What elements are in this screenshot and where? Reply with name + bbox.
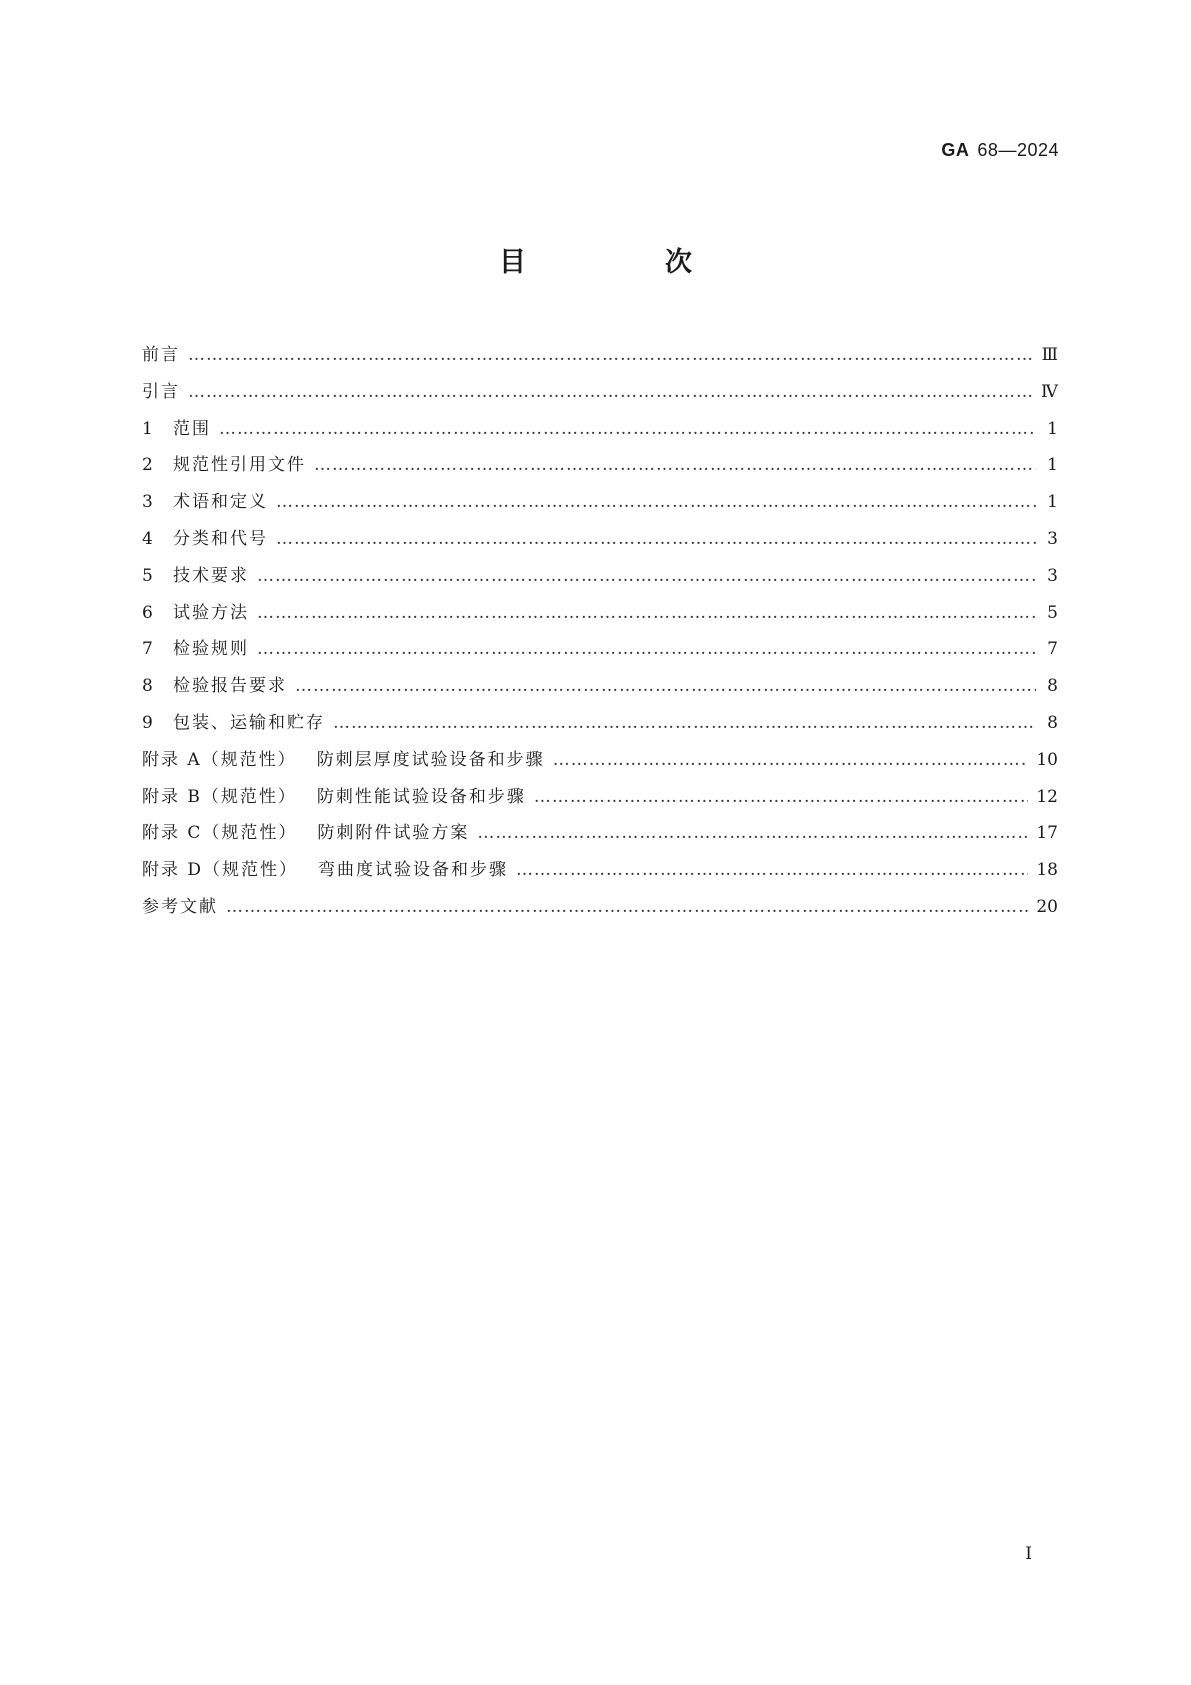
toc-dot-leader (276, 492, 1036, 512)
toc-entry-section-8[interactable] (142, 671, 1058, 708)
toc-entry-page: 1 (1047, 455, 1058, 476)
toc-dot-leader (534, 787, 1028, 807)
annex-title: 防刺性能试验设备和步骤 (316, 786, 526, 807)
toc-entry-label (142, 782, 526, 807)
toc-entry-page: 10 (1036, 749, 1058, 770)
toc-entry-label: 规范性引用文件 (173, 455, 306, 476)
toc-entry-page: 20 (1036, 896, 1058, 917)
toc-entry-page: Ⅲ (1041, 345, 1058, 365)
toc-dot-leader (226, 897, 1028, 917)
table-of-contents (142, 340, 1058, 929)
toc-entry-number: 3 (142, 492, 155, 513)
toc-entry-label: 包装、运输和贮存 (173, 712, 325, 733)
toc-entry-number: 1 (142, 418, 155, 439)
toc-dot-leader (219, 419, 1036, 439)
toc-entry-section-6[interactable] (142, 598, 1058, 635)
toc-entry-section-9[interactable] (142, 708, 1058, 745)
annex-heading: 附录 B（规范性） (142, 786, 297, 807)
toc-dot-leader (295, 676, 1036, 696)
toc-entry-page: 1 (1047, 418, 1058, 439)
toc-entry-page: 17 (1036, 823, 1058, 844)
toc-entry-page: 1 (1047, 492, 1058, 513)
toc-entry-annex-d[interactable] (142, 855, 1058, 892)
toc-dot-leader (257, 566, 1036, 586)
toc-entry-page: 8 (1047, 676, 1058, 697)
document-code-number: 68—2024 (977, 140, 1059, 160)
toc-entry-section-5[interactable] (142, 561, 1058, 598)
toc-entry-label: 术语和定义 (173, 492, 268, 513)
toc-entry-section-4[interactable] (142, 524, 1058, 561)
toc-entry-label: 检验报告要求 (173, 676, 287, 697)
toc-dot-leader (188, 382, 1033, 402)
toc-entry-label: 引言 (142, 381, 180, 402)
toc-entry-label: 检验规则 (173, 639, 249, 660)
toc-entry-label (142, 855, 508, 880)
toc-entry-label: 范围 (173, 418, 211, 439)
toc-entry-page: Ⅳ (1041, 381, 1058, 402)
toc-entry-foreword[interactable] (142, 340, 1058, 377)
toc-entry-label: 参考文献 (142, 896, 218, 917)
toc-dot-leader (516, 860, 1028, 880)
toc-dot-leader (477, 823, 1028, 843)
toc-entry-section-7[interactable] (142, 634, 1058, 671)
toc-entry-introduction[interactable] (142, 377, 1058, 414)
annex-heading: 附录 A（规范性） (142, 749, 297, 770)
toc-dot-leader (257, 639, 1036, 659)
toc-entry-number: 5 (142, 565, 155, 586)
toc-dot-leader (553, 750, 1029, 770)
toc-entry-label: 前言 (142, 345, 180, 365)
toc-entry-page: 18 (1036, 860, 1058, 881)
toc-entry-number: 4 (142, 528, 155, 549)
toc-entry-label (142, 818, 469, 843)
toc-entry-number: 9 (142, 712, 155, 733)
toc-entry-label: 技术要求 (173, 565, 249, 586)
annex-title: 防刺层厚度试验设备和步骤 (316, 749, 545, 770)
toc-entry-label: 分类和代号 (173, 528, 268, 549)
annex-heading: 附录 C（规范性） (142, 823, 298, 844)
toc-entry-section-1[interactable] (142, 414, 1058, 451)
toc-dot-leader (257, 603, 1036, 623)
toc-entry-page: 3 (1047, 528, 1058, 549)
page-number: Ⅰ (1025, 1544, 1032, 1564)
toc-entry-section-3[interactable] (142, 487, 1058, 524)
toc-entry-page: 8 (1047, 712, 1058, 733)
annex-title: 防刺附件试验方案 (317, 823, 470, 844)
toc-dot-leader (188, 345, 1034, 365)
toc-entry-bibliography[interactable] (142, 892, 1058, 929)
page-title: 目 次 (499, 247, 748, 278)
toc-dot-leader (276, 529, 1036, 549)
document-code-prefix: GA (941, 140, 970, 160)
toc-entry-page: 12 (1036, 786, 1058, 807)
toc-entry-label: 试验方法 (173, 602, 249, 623)
toc-entry-annex-a[interactable] (142, 745, 1058, 782)
toc-entry-number: 8 (142, 676, 155, 697)
toc-entry-number: 6 (142, 602, 155, 623)
toc-entry-label (142, 745, 545, 770)
toc-entry-page: 3 (1047, 565, 1058, 586)
toc-entry-section-2[interactable] (142, 450, 1058, 487)
toc-entry-annex-b[interactable] (142, 782, 1058, 819)
toc-entry-number: 2 (142, 455, 155, 476)
annex-title: 弯曲度试验设备和步骤 (318, 860, 509, 881)
toc-entry-page: 7 (1047, 639, 1058, 660)
annex-heading: 附录 D（规范性） (142, 860, 299, 881)
toc-dot-leader (333, 713, 1036, 733)
document-code (941, 140, 1059, 161)
toc-entry-annex-c[interactable] (142, 818, 1058, 855)
toc-entry-page: 5 (1047, 602, 1058, 623)
toc-dot-leader (314, 455, 1036, 475)
toc-entry-number: 7 (142, 639, 155, 660)
